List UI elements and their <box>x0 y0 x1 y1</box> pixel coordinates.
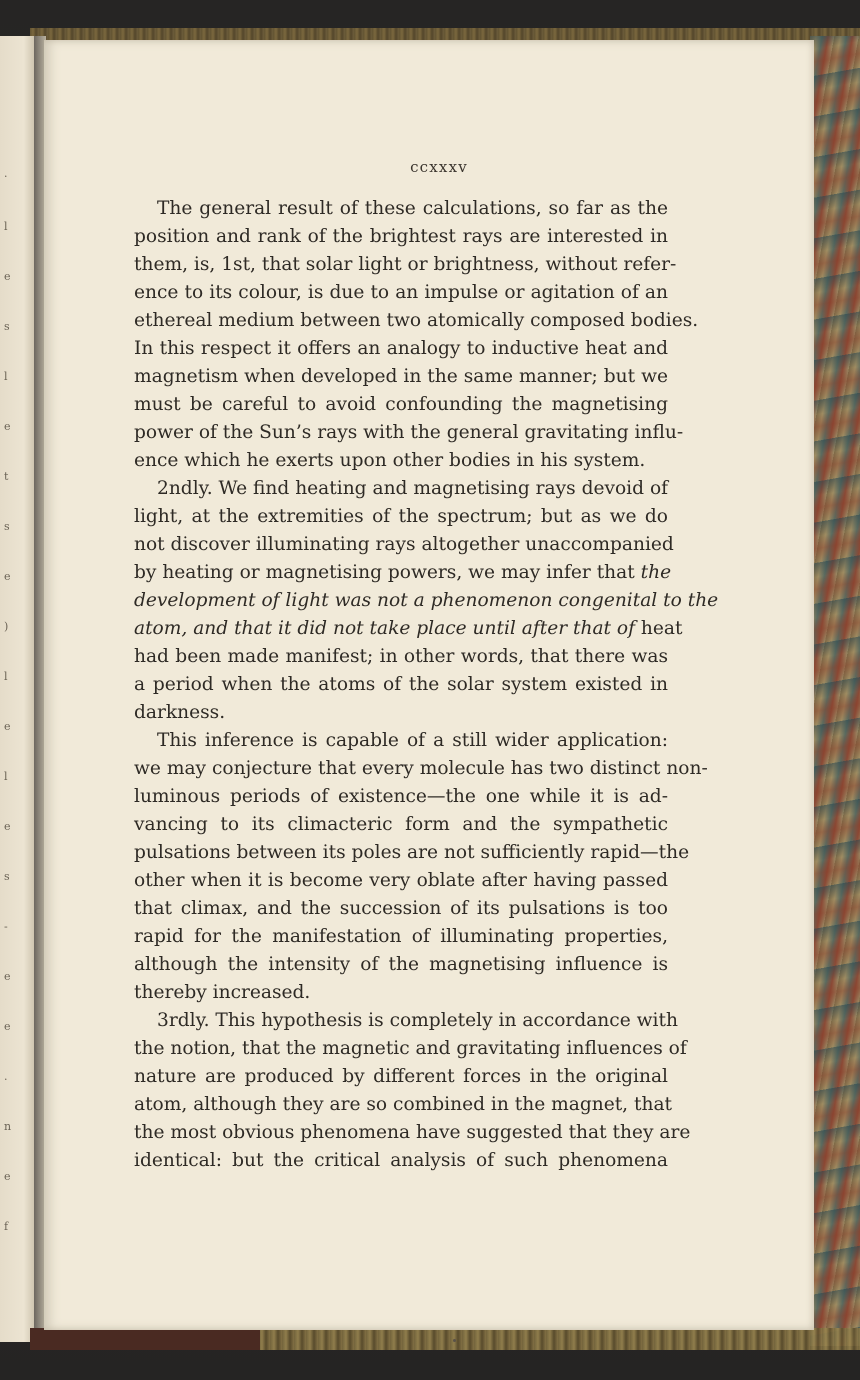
facing-page-edge <box>0 36 34 1342</box>
text-line: luminous periods of existence—the one while it is ad- <box>134 786 668 807</box>
paragraph <box>134 475 719 727</box>
facing-page-glyph: e <box>4 570 11 583</box>
text-line: the notion, that the magnetic and gravitating influences of <box>134 1038 687 1059</box>
italic-text: development of light was not a phenomenon congenital to the <box>134 590 719 611</box>
facing-page-glyph: l <box>4 770 8 783</box>
text-line: other when it is become very oblate after having passed <box>134 870 668 891</box>
facing-page-glyph: l <box>4 670 8 683</box>
facing-page-glyph: e <box>4 720 11 733</box>
text-line: that climax, and the succession of its pulsations is too <box>134 898 668 919</box>
text-line: ethereal medium between two atomically composed bodies. <box>134 310 699 331</box>
text-line <box>134 615 683 643</box>
text-line: although the intensity of the magnetising influence is <box>134 954 668 975</box>
text-line: we may conjecture that every molecule has two distinct non- <box>134 758 708 779</box>
page-number: ccxxxv <box>410 158 468 176</box>
facing-page-glyph: n <box>4 1120 12 1133</box>
facing-page-glyph: s <box>4 320 10 333</box>
facing-page-glyph: f <box>4 1220 9 1233</box>
facing-page-glyph: e <box>4 820 11 833</box>
text-line: rapid for the manifestation of illuminating properties, <box>134 926 668 947</box>
book-spine-bottom <box>30 1328 260 1350</box>
facing-page-glyph: s <box>4 520 10 533</box>
text-line: 2ndly. We find heating and magnetising rays devoid of <box>157 478 669 499</box>
paragraph <box>134 1007 691 1175</box>
text-line: position and rank of the brightest rays are interested in <box>134 226 668 247</box>
text-line: thereby increased. <box>134 982 311 1003</box>
facing-page-glyph: ) <box>4 620 9 633</box>
text-line: ence to its colour, is due to an impulse or agitation of an <box>134 282 668 303</box>
facing-page-glyph: l <box>4 220 8 233</box>
roman-text: by heating or magnetising powers, we may infer that <box>134 562 641 583</box>
marbled-fore-edge <box>810 36 860 1346</box>
roman-text: heat <box>635 618 683 639</box>
facing-page-glyph: . <box>4 1070 8 1083</box>
facing-page-glyph: t <box>4 470 9 483</box>
text-line: vancing to its climacteric form and the sympathetic <box>134 814 668 835</box>
body-text <box>134 195 719 1175</box>
text-line: had been made manifest; in other words, that there was <box>134 646 668 667</box>
text-line: In this respect it offers an analogy to inductive heat and <box>134 338 668 359</box>
text-line: them, is, 1st, that solar light or brightness, without refer- <box>134 254 677 275</box>
facing-page-glyph: l <box>4 370 8 383</box>
book-page <box>44 40 814 1330</box>
facing-page-glyph: e <box>4 420 11 433</box>
text-line: power of the Sun’s rays with the general gravitating influ- <box>134 422 684 443</box>
paragraph <box>134 195 699 475</box>
text-line: nature are produced by different forces in the original <box>134 1066 668 1087</box>
text-line: This inference is capable of a still wider application: <box>157 730 668 751</box>
text-line: ence which he exerts upon other bodies in his system. <box>134 450 646 471</box>
italic-text: atom, and that it did not take place until after that of <box>134 618 635 639</box>
facing-page-glyph: e <box>4 1170 11 1183</box>
text-line: a period when the atoms of the solar system existed in <box>134 674 668 695</box>
facing-page-glyph: e <box>4 1020 11 1033</box>
text-line: darkness. <box>134 702 226 723</box>
text-line: identical: but the critical analysis of such phenomena <box>134 1150 668 1171</box>
text-line: 3rdly. This hypothesis is completely in accordance with <box>157 1010 678 1031</box>
text-line: must be careful to avoid confounding the magnetising <box>134 394 668 415</box>
paragraph <box>134 727 708 1007</box>
facing-page-glyph: · <box>4 170 8 183</box>
text-line: the most obvious phenomena have suggested that they are <box>134 1122 691 1143</box>
text-line: not discover illuminating rays altogether unaccompanied <box>134 534 674 555</box>
text-line <box>134 587 719 615</box>
text-line: The general result of these calculations, so far as the <box>157 198 668 219</box>
text-line: magnetism when developed in the same manner; but we <box>134 366 668 387</box>
text-line: atom, although they are so combined in the magnet, that <box>134 1094 673 1115</box>
italic-text: the <box>640 562 672 583</box>
facing-page-glyph: e <box>4 970 11 983</box>
text-line: light, at the extremities of the spectrum; but as we do <box>134 506 668 527</box>
facing-page-glyph: s <box>4 870 10 883</box>
text-line: pulsations between its poles are not sufficiently rapid—the <box>134 842 690 863</box>
facing-page-glyph: - <box>4 920 8 933</box>
page-speck <box>453 1339 456 1342</box>
text-line <box>134 559 672 587</box>
facing-page-glyph: e <box>4 270 11 283</box>
